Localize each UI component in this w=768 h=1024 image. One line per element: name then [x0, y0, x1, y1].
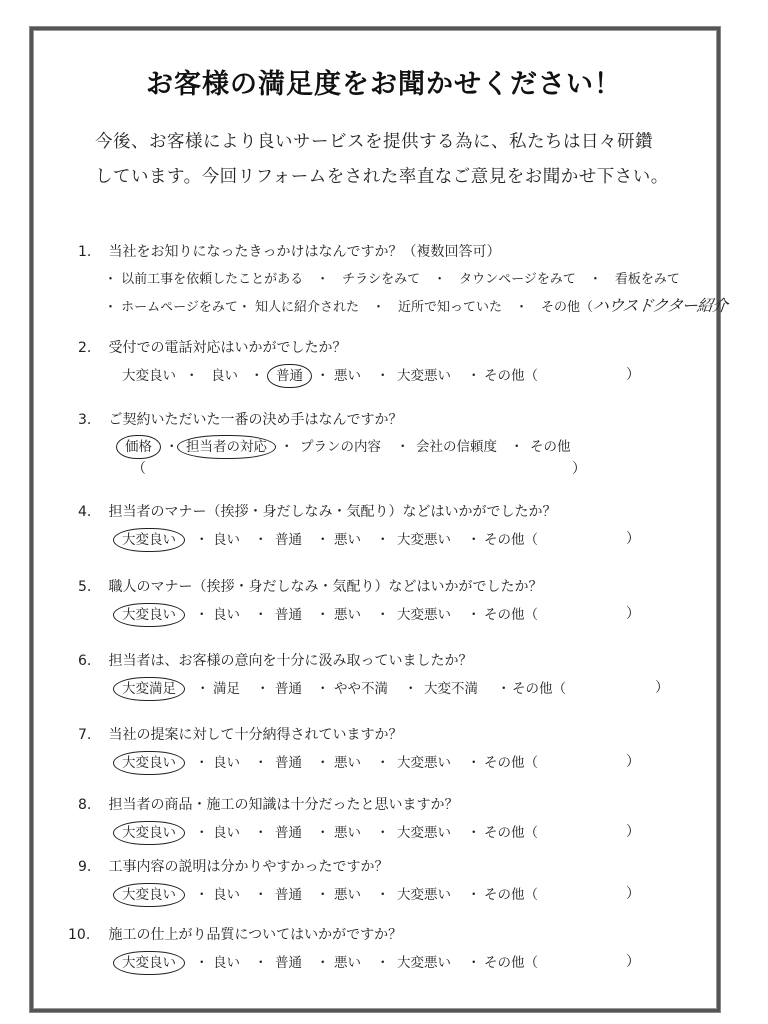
separator: ・: [254, 887, 268, 903]
separator: ・: [396, 439, 410, 455]
separator: ・: [497, 681, 511, 697]
q8-option-4[interactable]: 悪い: [334, 825, 361, 841]
q2-option-3-selected[interactable]: [276, 364, 312, 384]
separator: ・: [316, 532, 330, 548]
q9-selected-option: 大変良い: [113, 883, 185, 907]
separator: ・: [316, 681, 330, 697]
q9-option-1-selected[interactable]: [122, 883, 185, 903]
question-text: ご契約いただいた一番の決め手はなんですか？: [108, 412, 403, 428]
question-number: 6.: [78, 653, 92, 669]
separator: ・: [256, 681, 270, 697]
q5-option-1-selected[interactable]: [122, 603, 185, 623]
q7-selected-option: 大変良い: [113, 751, 185, 775]
q10-option-4[interactable]: 悪い: [334, 955, 361, 971]
question-6: [78, 650, 472, 670]
paren-close: ）: [626, 954, 640, 970]
q10-option-5[interactable]: 大変悪い: [397, 955, 451, 971]
q3-selected-option-price: 価格: [116, 435, 161, 459]
separator: ・: [196, 681, 210, 697]
q10-option-3[interactable]: 普通: [275, 955, 302, 971]
separator: ・: [280, 439, 294, 455]
q3-option-3[interactable]: プランの内容: [300, 439, 381, 455]
q2-option-6[interactable]: その他（: [484, 368, 538, 384]
question-number: 4.: [78, 504, 92, 520]
question-text: 当社をお知りになったきっかけはなんですか？（複数回答可）: [108, 244, 501, 260]
separator: ・: [316, 955, 330, 971]
question-9: [78, 856, 388, 876]
separator: ・: [376, 887, 390, 903]
separator: ・: [467, 607, 481, 623]
q6-selected-option: 大変満足: [113, 677, 185, 701]
paren-close: ）: [626, 886, 640, 902]
q6-option-6[interactable]: その他（: [512, 681, 566, 697]
q3-option-4[interactable]: 会社の信頼度: [416, 439, 497, 455]
question-text: 当社の提案に対して十分納得されていますか？: [108, 727, 403, 743]
question-text: 担当者のマナー（挨拶・身だしなみ・気配り）などはいかがでしたか？: [108, 504, 557, 520]
q9-option-2[interactable]: 良い: [213, 887, 240, 903]
q3-selected-option-staff: 担当者の対応: [177, 435, 276, 459]
separator: ・: [195, 755, 209, 771]
separator: ・: [316, 755, 330, 771]
q2-selected-option: 普通: [267, 364, 312, 388]
separator: ・: [250, 368, 264, 384]
q1-options-line-1[interactable]: ・ 以前工事を依頼したことがある ・ チラシをみて ・ タウンページをみて ・ 看板をみて: [104, 272, 680, 287]
separator: ・: [376, 755, 390, 771]
separator: ・: [165, 439, 179, 455]
q4-option-3[interactable]: 普通: [275, 532, 302, 548]
paren-close: ）: [572, 461, 586, 477]
separator: ・: [254, 607, 268, 623]
question-text: 担当者は、お客様の意向を十分に汲み取っていましたか？: [108, 653, 473, 669]
separator: ・: [467, 955, 481, 971]
separator: ・: [185, 368, 199, 384]
separator: ・: [316, 368, 330, 384]
separator: ・: [254, 825, 268, 841]
q7-option-6[interactable]: その他（: [484, 755, 538, 771]
separator: ・: [376, 368, 390, 384]
separator: ・: [467, 825, 481, 841]
question-2: [78, 337, 346, 357]
q2-option-5[interactable]: 大変悪い: [397, 368, 451, 384]
q9-option-4[interactable]: 悪い: [334, 887, 361, 903]
separator: ・: [467, 755, 481, 771]
question-text: 受付での電話対応はいかがでしたか？: [108, 340, 347, 356]
question-1: [78, 241, 500, 261]
separator: ・: [254, 755, 268, 771]
separator: ・: [254, 532, 268, 548]
q7-option-5[interactable]: 大変悪い: [397, 755, 451, 771]
question-5: [78, 576, 542, 596]
q8-option-6[interactable]: その他（: [484, 825, 538, 841]
q1-options-line-2-text: ・ ホームページをみて・ 知人に紹介された ・ 近所で知っていた ・ その他（: [104, 300, 594, 315]
separator: ・: [467, 887, 481, 903]
question-number: 2.: [78, 340, 92, 356]
separator: ・: [376, 825, 390, 841]
q4-option-6[interactable]: その他（: [484, 532, 538, 548]
q2-option-1[interactable]: 大変良い: [122, 368, 176, 384]
q7-option-4[interactable]: 悪い: [334, 755, 361, 771]
q2-option-2[interactable]: 良い: [211, 368, 238, 384]
question-text: 職人のマナー（挨拶・身だしなみ・気配り）などはいかがでしたか？: [108, 579, 543, 595]
paren-close: ）: [626, 531, 640, 547]
question-8: [78, 794, 458, 814]
separator: ・: [316, 887, 330, 903]
q8-option-1-selected[interactable]: [122, 821, 185, 841]
paren-close: ）: [626, 754, 640, 770]
q4-selected-option: 大変良い: [113, 528, 185, 552]
question-number: 3.: [78, 412, 92, 428]
question-number: 10.: [68, 927, 91, 943]
q1-options-line-2[interactable]: [104, 293, 727, 316]
intro-line-1: 今後、お客様により良いサービスを提供する為に、私たちは日々研鑽: [95, 132, 653, 152]
q6-option-4[interactable]: やや不満: [334, 681, 388, 697]
q4-option-4[interactable]: 悪い: [334, 532, 361, 548]
paren-close: ）: [655, 680, 669, 696]
q9-option-6[interactable]: その他（: [484, 887, 538, 903]
q6-option-5[interactable]: 大変不満: [424, 681, 478, 697]
q7-option-1-selected[interactable]: [122, 751, 185, 771]
paren-close: ）: [626, 606, 640, 622]
q10-selected-option: 大変良い: [113, 951, 185, 975]
q9-option-5[interactable]: 大変悪い: [397, 887, 451, 903]
question-3: [78, 409, 402, 429]
q1-handwritten-other: ハウスドクター紹介: [591, 296, 728, 315]
q8-option-2[interactable]: 良い: [213, 825, 240, 841]
q5-option-3[interactable]: 普通: [275, 607, 302, 623]
q5-option-4[interactable]: 悪い: [334, 607, 361, 623]
q3-option-2-selected[interactable]: [186, 435, 276, 455]
q3-option-5[interactable]: その他: [530, 439, 571, 455]
q5-option-2[interactable]: 良い: [213, 607, 240, 623]
q5-option-6[interactable]: その他（: [484, 607, 538, 623]
question-text: 施工の仕上がり品質についてはいかがですか？: [108, 927, 403, 943]
q5-selected-option: 大変良い: [113, 603, 185, 627]
separator: ・: [467, 368, 481, 384]
separator: ・: [195, 607, 209, 623]
question-number: 7.: [78, 727, 92, 743]
q5-option-5[interactable]: 大変悪い: [397, 607, 451, 623]
q10-option-1-selected[interactable]: [122, 951, 185, 971]
paren-close: ）: [626, 824, 640, 840]
separator: ・: [376, 607, 390, 623]
question-7: [78, 724, 402, 744]
question-text: 工事内容の説明は分かりやすかったですか？: [108, 859, 389, 875]
q7-option-2[interactable]: 良い: [213, 755, 240, 771]
question-10: [68, 924, 402, 944]
q6-option-1-selected[interactable]: [122, 677, 185, 697]
separator: ・: [195, 532, 209, 548]
separator: ・: [316, 825, 330, 841]
page-title: お客様の満足度をお聞かせください！: [146, 69, 622, 100]
separator: ・: [376, 955, 390, 971]
q10-option-2[interactable]: 良い: [213, 955, 240, 971]
separator: ・: [404, 681, 418, 697]
separator: ・: [195, 955, 209, 971]
separator: ・: [195, 887, 209, 903]
question-text: 担当者の商品・施工の知識は十分だったと思いますか？: [108, 797, 459, 813]
q4-option-1-selected[interactable]: [122, 528, 185, 548]
separator: ・: [316, 607, 330, 623]
question-number: 5.: [78, 579, 92, 595]
q8-option-3[interactable]: 普通: [275, 825, 302, 841]
question-number: 9.: [78, 859, 92, 875]
paren-open: （: [132, 461, 146, 477]
separator: ・: [254, 955, 268, 971]
q8-selected-option: 大変良い: [113, 821, 185, 845]
q6-option-2[interactable]: 満足: [213, 681, 240, 697]
separator: ・: [467, 532, 481, 548]
question-number: 8.: [78, 797, 92, 813]
q8-option-5[interactable]: 大変悪い: [397, 825, 451, 841]
question-4: [78, 501, 556, 521]
separator: ・: [195, 825, 209, 841]
q3-option-1-selected[interactable]: [125, 435, 161, 455]
question-number: 1.: [78, 244, 92, 260]
q10-option-6[interactable]: その他（: [484, 955, 538, 971]
separator: ・: [510, 439, 524, 455]
q4-option-5[interactable]: 大変悪い: [397, 532, 451, 548]
q6-option-3[interactable]: 普通: [275, 681, 302, 697]
intro-line-2: しています。今回リフォームをされた率直なご意見をお聞かせ下さい。: [95, 167, 669, 187]
q4-option-2[interactable]: 良い: [213, 532, 240, 548]
separator: ・: [376, 532, 390, 548]
q9-option-3[interactable]: 普通: [275, 887, 302, 903]
q7-option-3[interactable]: 普通: [275, 755, 302, 771]
paren-close: ）: [626, 367, 640, 383]
q2-option-4[interactable]: 悪い: [334, 368, 361, 384]
